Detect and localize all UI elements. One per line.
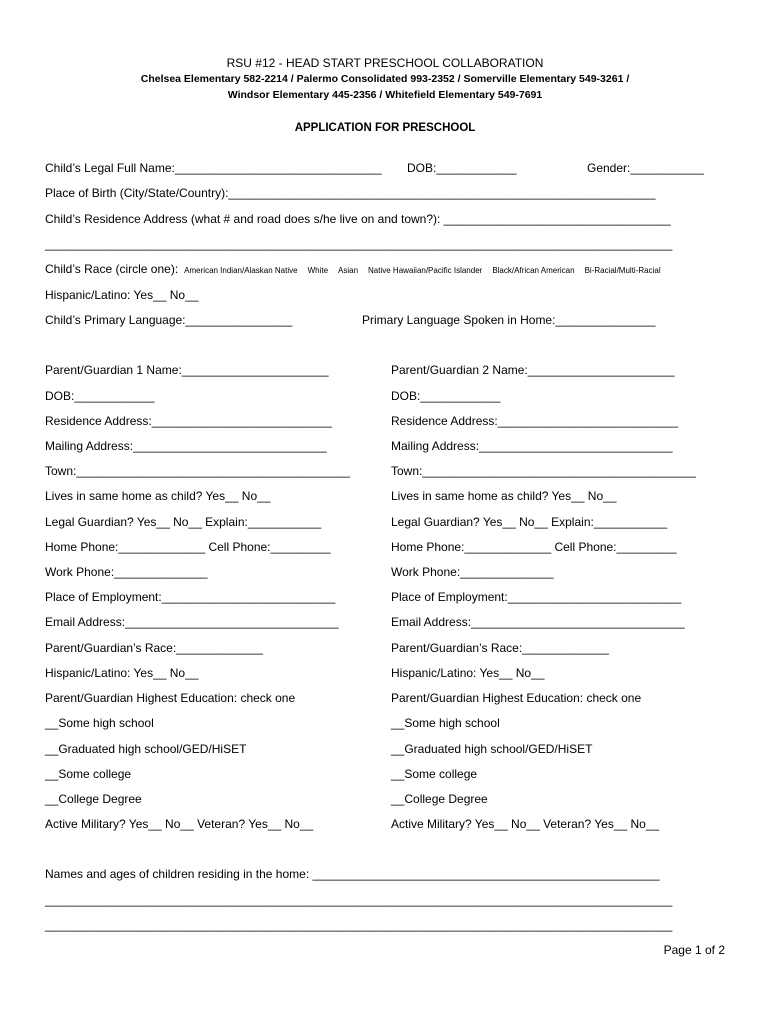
parent1-employment-field[interactable]: Place of Employment:__________________________ bbox=[45, 590, 336, 604]
parent1-work-phone-field[interactable]: Work Phone:______________ bbox=[45, 565, 208, 579]
parent2-mailing-field[interactable]: Mailing Address:_____________________________ bbox=[391, 439, 673, 453]
child-race-label: Child’s Race (circle one): bbox=[45, 262, 179, 276]
parent2-name-field[interactable]: Parent/Guardian 2 Name:______________________ bbox=[391, 363, 675, 377]
child-race-row bbox=[45, 262, 661, 278]
birthplace-field[interactable]: Place of Birth (City/State/Country):________________________________________________________________ bbox=[45, 186, 656, 200]
schools-line-1: Chelsea Elementary 582-2214 / Palermo Consolidated 993-2352 / Somerville Elementary 549-3261 / bbox=[140, 73, 630, 85]
parent1-name-field[interactable]: Parent/Guardian 1 Name:______________________ bbox=[45, 363, 329, 377]
parent2-lives-with-field[interactable]: Lives in same home as child? Yes__ No__ bbox=[391, 489, 617, 503]
child-address-field[interactable]: Child’s Residence Address (what # and road does s/he live on and town?): __________________________________ bbox=[45, 212, 671, 226]
race-option-asian[interactable]: Asian bbox=[338, 266, 359, 275]
parent2-legal-guardian-field[interactable]: Legal Guardian? Yes__ No__ Explain:___________ bbox=[391, 515, 668, 529]
parent1-legal-guardian-field[interactable]: Legal Guardian? Yes__ No__ Explain:___________ bbox=[45, 515, 322, 529]
parent2-race-field[interactable]: Parent/Guardian’s Race:_____________ bbox=[391, 641, 609, 655]
parent1-education-some-college[interactable]: __Some college bbox=[45, 767, 132, 781]
child-dob-field[interactable]: DOB:____________ bbox=[407, 161, 517, 175]
parent1-residence-field[interactable]: Residence Address:___________________________ bbox=[45, 414, 332, 428]
child-address-continued[interactable]: ______________________________________________________________________________________________ bbox=[45, 237, 673, 251]
parent2-education-some-college[interactable]: __Some college bbox=[391, 767, 478, 781]
parent1-education-some-high-school[interactable]: __Some high school bbox=[45, 716, 154, 730]
parent2-education-some-high-school[interactable]: __Some high school bbox=[391, 716, 500, 730]
form-title: APPLICATION FOR PRESCHOOL bbox=[294, 122, 476, 134]
parent2-email-field[interactable]: Email Address:________________________________ bbox=[391, 615, 685, 629]
parent1-mailing-field[interactable]: Mailing Address:_____________________________ bbox=[45, 439, 327, 453]
page-number: Page 1 of 2 bbox=[663, 943, 725, 957]
parent1-military-field[interactable]: Active Military? Yes__ No__ Veteran? Yes__ No__ bbox=[45, 817, 314, 831]
parent2-dob-field[interactable]: DOB:____________ bbox=[391, 389, 501, 403]
parent2-education-graduated[interactable]: __Graduated high school/GED/HiSET bbox=[391, 742, 593, 756]
parent2-residence-field[interactable]: Residence Address:___________________________ bbox=[391, 414, 678, 428]
race-option-american-indian[interactable]: American Indian/Alaskan Native bbox=[184, 266, 298, 275]
household-children-field[interactable]: Names and ages of children residing in the home: ____________________________________________________ bbox=[45, 867, 660, 881]
parent2-town-field[interactable]: Town:_________________________________________ bbox=[391, 464, 696, 478]
parent1-education-graduated[interactable]: __Graduated high school/GED/HiSET bbox=[45, 742, 247, 756]
parent2-phones-field[interactable]: Home Phone:_____________ Cell Phone:_________ bbox=[391, 540, 677, 554]
parent2-military-field[interactable]: Active Military? Yes__ No__ Veteran? Yes__ No__ bbox=[391, 817, 660, 831]
parent1-lives-with-field[interactable]: Lives in same home as child? Yes__ No__ bbox=[45, 489, 271, 503]
home-language-field[interactable]: Primary Language Spoken in Home:_______________ bbox=[362, 313, 656, 327]
header-title: RSU #12 - HEAD START PRESCHOOL COLLABORATION bbox=[226, 56, 544, 70]
parent1-town-field[interactable]: Town:_________________________________________ bbox=[45, 464, 350, 478]
schools-line-2: Windsor Elementary 445-2356 / Whitefield Elementary 549-7691 bbox=[227, 89, 543, 101]
household-line-2[interactable]: ______________________________________________________________________________________________ bbox=[45, 918, 673, 932]
parent1-hispanic-field[interactable]: Hispanic/Latino: Yes__ No__ bbox=[45, 666, 199, 680]
household-line-1[interactable]: ______________________________________________________________________________________________ bbox=[45, 893, 673, 907]
child-gender-field[interactable]: Gender:___________ bbox=[587, 161, 704, 175]
race-option-multiracial[interactable]: Bi-Racial/Multi-Racial bbox=[584, 266, 661, 275]
parent2-work-phone-field[interactable]: Work Phone:______________ bbox=[391, 565, 554, 579]
race-option-native-hawaiian[interactable]: Native Hawaiian/Pacific Islander bbox=[368, 266, 483, 275]
parent1-education-label: Parent/Guardian Highest Education: check one bbox=[45, 691, 296, 705]
child-hispanic-field[interactable]: Hispanic/Latino: Yes__ No__ bbox=[45, 288, 199, 302]
parent1-email-field[interactable]: Email Address:________________________________ bbox=[45, 615, 339, 629]
parent1-phones-field[interactable]: Home Phone:_____________ Cell Phone:_________ bbox=[45, 540, 331, 554]
parent1-education-degree[interactable]: __College Degree bbox=[45, 792, 142, 806]
child-name-field[interactable]: Child’s Legal Full Name:_______________________________ bbox=[45, 161, 382, 175]
race-option-white[interactable]: White bbox=[307, 266, 329, 275]
child-language-field[interactable]: Child’s Primary Language:________________ bbox=[45, 313, 293, 327]
parent2-hispanic-field[interactable]: Hispanic/Latino: Yes__ No__ bbox=[391, 666, 545, 680]
parent2-employment-field[interactable]: Place of Employment:__________________________ bbox=[391, 590, 682, 604]
parent1-dob-field[interactable]: DOB:____________ bbox=[45, 389, 155, 403]
parent2-education-degree[interactable]: __College Degree bbox=[391, 792, 488, 806]
race-option-black[interactable]: Black/African American bbox=[492, 266, 575, 275]
parent2-education-label: Parent/Guardian Highest Education: check one bbox=[391, 691, 642, 705]
parent1-race-field[interactable]: Parent/Guardian’s Race:_____________ bbox=[45, 641, 263, 655]
